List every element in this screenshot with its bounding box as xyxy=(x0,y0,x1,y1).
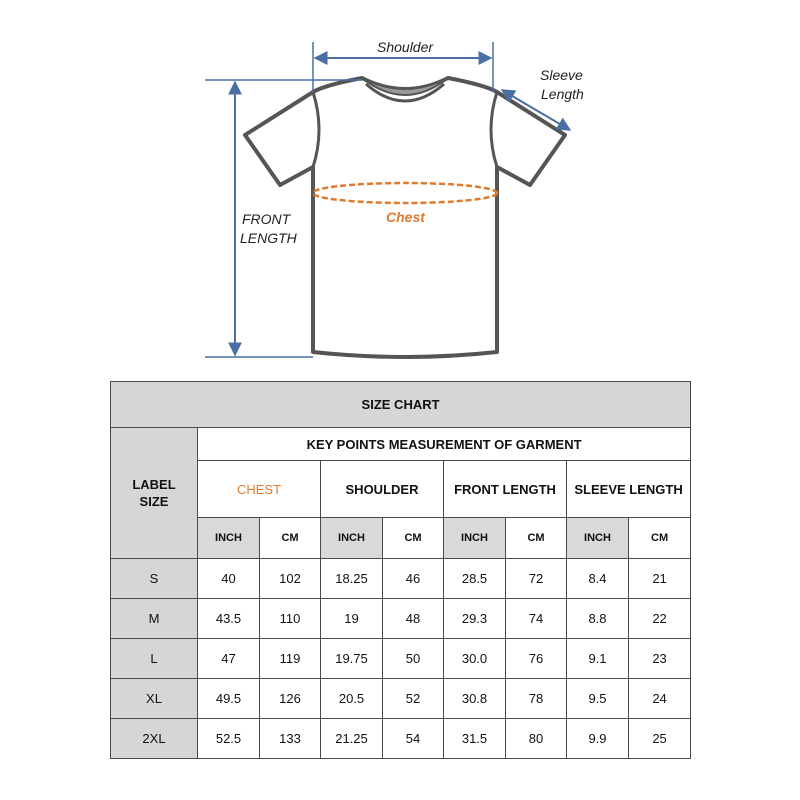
table-cell: 133 xyxy=(260,719,321,759)
table-cell: 25 xyxy=(629,719,691,759)
table-cell: 119 xyxy=(260,639,321,679)
tshirt-diagram xyxy=(0,0,800,370)
table-cell: 30.8 xyxy=(444,679,506,719)
label-size-header xyxy=(111,428,198,559)
table-cell: 78 xyxy=(506,679,567,719)
unit-header: CM xyxy=(629,518,691,559)
table-cell: 19 xyxy=(321,599,383,639)
unit-header: INCH xyxy=(444,518,506,559)
table-row xyxy=(111,639,691,679)
table-cell: 19.75 xyxy=(321,639,383,679)
group-header-shoulder: SHOULDER xyxy=(321,461,444,518)
table-cell: 72 xyxy=(506,559,567,599)
sleeve-label-line1: Sleeve xyxy=(540,67,583,83)
table-cell: 43.5 xyxy=(198,599,260,639)
table-cell: 52 xyxy=(383,679,444,719)
chest-label: Chest xyxy=(386,209,425,225)
front-length-label-line2: LENGTH xyxy=(240,230,297,246)
size-label: S xyxy=(111,559,198,599)
table-cell: 9.9 xyxy=(567,719,629,759)
group-header-chest: CHEST xyxy=(198,461,321,518)
table-row xyxy=(111,719,691,759)
table-cell: 8.4 xyxy=(567,559,629,599)
table-cell: 74 xyxy=(506,599,567,639)
table-cell: 48 xyxy=(383,599,444,639)
table-cell: 28.5 xyxy=(444,559,506,599)
table-cell: 29.3 xyxy=(444,599,506,639)
table-cell: 9.1 xyxy=(567,639,629,679)
unit-header: INCH xyxy=(321,518,383,559)
table-cell: 49.5 xyxy=(198,679,260,719)
table-cell: 18.25 xyxy=(321,559,383,599)
table-cell: 24 xyxy=(629,679,691,719)
group-header-sleeve-length: SLEEVE LENGTH xyxy=(567,461,691,518)
unit-header: INCH xyxy=(198,518,260,559)
size-chart-title: SIZE CHART xyxy=(111,382,691,428)
table-cell: 46 xyxy=(383,559,444,599)
table-cell: 30.0 xyxy=(444,639,506,679)
table-row xyxy=(111,599,691,639)
table-cell: 31.5 xyxy=(444,719,506,759)
unit-header: CM xyxy=(506,518,567,559)
table-cell: 54 xyxy=(383,719,444,759)
size-chart-table xyxy=(110,381,691,759)
table-cell: 22 xyxy=(629,599,691,639)
table-row xyxy=(111,559,691,599)
size-label: XL xyxy=(111,679,198,719)
table-cell: 52.5 xyxy=(198,719,260,759)
table-cell: 50 xyxy=(383,639,444,679)
size-label: M xyxy=(111,599,198,639)
table-cell: 76 xyxy=(506,639,567,679)
table-cell: 21 xyxy=(629,559,691,599)
table-cell: 102 xyxy=(260,559,321,599)
group-header-front-length: FRONT LENGTH xyxy=(444,461,567,518)
table-cell: 21.25 xyxy=(321,719,383,759)
unit-header: INCH xyxy=(567,518,629,559)
table-cell: 23 xyxy=(629,639,691,679)
unit-header: CM xyxy=(260,518,321,559)
front-length-label-line1: FRONT xyxy=(242,211,291,227)
table-cell: 8.8 xyxy=(567,599,629,639)
table-cell: 47 xyxy=(198,639,260,679)
shoulder-label: Shoulder xyxy=(377,39,434,55)
table-cell: 40 xyxy=(198,559,260,599)
table-row xyxy=(111,679,691,719)
size-label: L xyxy=(111,639,198,679)
label-header-line2: SIZE xyxy=(139,494,169,509)
unit-header: CM xyxy=(383,518,444,559)
table-cell: 80 xyxy=(506,719,567,759)
key-points-header: KEY POINTS MEASUREMENT OF GARMENT xyxy=(198,428,691,461)
table-cell: 126 xyxy=(260,679,321,719)
size-label: 2XL xyxy=(111,719,198,759)
sleeve-label-line2: Length xyxy=(541,86,584,102)
table-cell: 110 xyxy=(260,599,321,639)
label-header-line1: LABEL xyxy=(132,477,176,492)
table-cell: 9.5 xyxy=(567,679,629,719)
table-cell: 20.5 xyxy=(321,679,383,719)
